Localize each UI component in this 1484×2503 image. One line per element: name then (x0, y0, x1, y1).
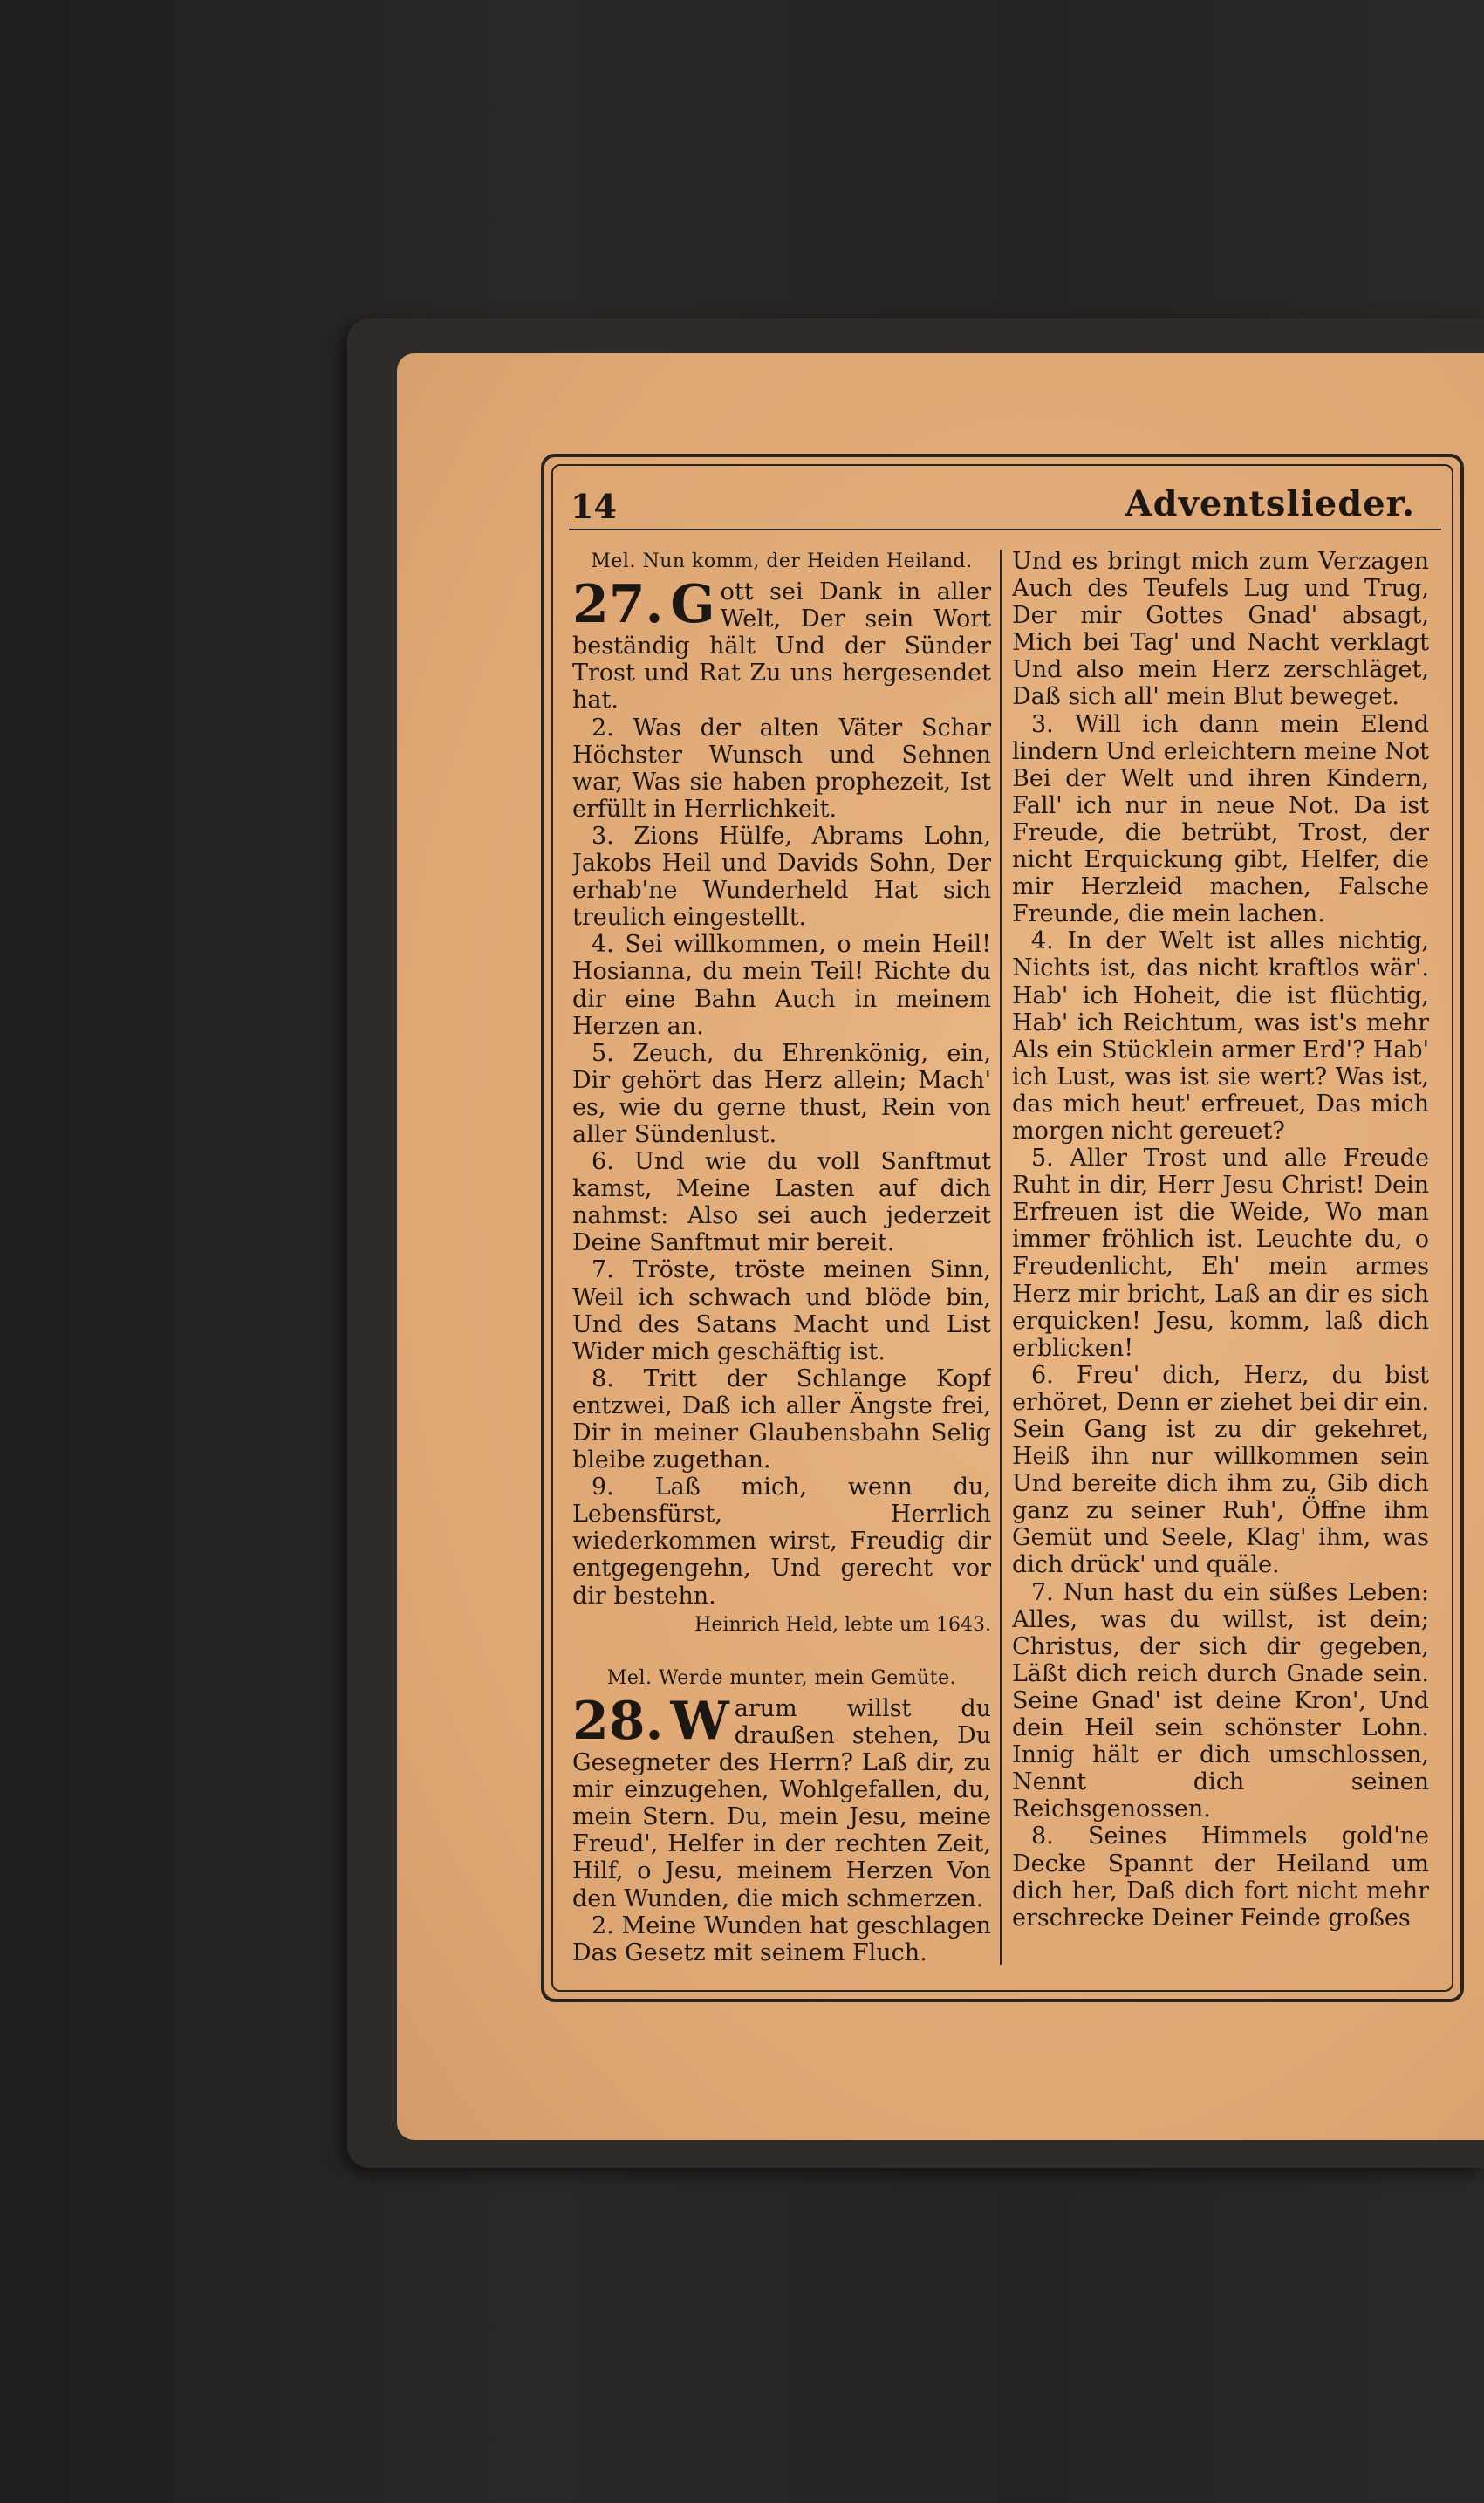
hymn-28-verse-5: 5. Aller Trost und alle Freude Ruht in dir, Herr Jesu Christ! Dein Erfreuen ist die Weide, Wo man immer fröhlich ist. Leuchte du, o Freudenlicht, Eh' mein armes Herz mir bricht, Laß an dir es sich erquicken! Jesu, komm, laß dich erblicken! (1012, 1145, 1429, 1362)
hymn-28 (572, 1690, 991, 1912)
hymn-28-number: 28. (572, 1690, 664, 1752)
hymn-28-verse-4: 4. In der Welt ist alles nichtig, Nichts ist, das nicht kraftlos wär'. Hab' ich Hoheit, die ist flüchtig, Hab' ich Reichtum, was ist's mehr Als ein Stücklein armer Erd'? Hab' ich Lust, was ist sie wert? Was ist, das mich heut' erfreuet, Das mich morgen nicht gereuet? (1012, 927, 1429, 1145)
hymn-27-melody: Mel. Nun komm, der Heiden Heiland. (591, 551, 973, 572)
hymn-28-verse-3: 3. Will ich dann mein Elend lindern Und erleichtern meine Not Bei der Welt und ihren Kindern, Fall' ich nur in neue Not. Da ist Freude, die betrübt, Trost, der nicht Erquickung gibt, Helfer, die mir Herzleid machen, Falsche Freunde, die mein lachen. (1012, 710, 1429, 928)
hymn-27-verse-2: 2. Was der alten Väter Schar Höchster Wunsch und Sehnen war, Was sie haben prophezeit, Ist erfüllt in Herrlichkeit. (572, 714, 991, 823)
hymn-28-melody: Mel. Werde munter, mein Gemüte. (606, 1666, 957, 1689)
hymn-28-initial: W (670, 1690, 729, 1752)
hymn-27 (572, 574, 991, 715)
right-column (1012, 548, 1429, 1970)
page-header (569, 476, 1441, 530)
hymn-27-number: 27. (572, 574, 664, 636)
hymn-28-verse-2-continued: Und es bringt mich zum Verzagen Auch des Teufels Lug und Trug, Der mir Gottes Gnad' absagt, Mich bei Tag' und Nacht verklagt Und also mein Herz zerschläget, Daß sich all' mein Blut beweget. (1012, 548, 1429, 711)
column-divider (1000, 550, 1002, 1965)
page-number: 14 (571, 487, 617, 526)
hymn-28-verse-2-start: 2. Meine Wunden hat geschlagen Das Gesetz mit seinem Fluch. (572, 1911, 991, 1966)
hymn-27-verse-5: 5. Zeuch, du Ehrenkönig, ein, Dir gehört das Herz allein; Mach' es, wie du gerne thust, Rein von aller Sündenlust. (572, 1039, 991, 1148)
hymn-27-verse-1: ott sei Dank in aller Welt, Der sein Wort beständig hält Und der Sünder Trost und Rat Zu uns hergesendet hat. (572, 578, 991, 715)
hymn-27-initial: G (670, 574, 715, 636)
hymn-27-verse-8: 8. Tritt der Schlange Kopf entzwei, Daß ich aller Ängste frei, Dir in meiner Glaubensbahn Selig bleibe zugethan. (572, 1364, 991, 1474)
hymn-27-verse-7: 7. Tröste, tröste meinen Sinn, Weil ich schwach und blöde bin, Und des Satans Macht und List Wider mich geschäftig ist. (572, 1256, 991, 1365)
hymn-27-verse-3: 3. Zions Hülfe, Abrams Lohn, Jakobs Heil und Davids Sohn, Der erhab'ne Wunderheld Hat sich treulich eingestellt. (572, 822, 991, 932)
hymn-28-verse-7: 7. Nun hast du ein süßes Leben: Alles, was du willst, ist dein; Christus, der sich dir gegeben, Läßt dich reich durch Gnade sein. Seine Gnad' ist deine Kron', Und dein Heil sein schönster Lohn. Innig hält er dich umschlossen, Nennt dich seinen Reichsgenossen. (1012, 1578, 1429, 1823)
hymn-27-verse-6: 6. Und wie du voll Sanftmut kamst, Meine Lasten auf dich nahmst: Also sei auch jederzeit Deine Sanftmut mir bereit. (572, 1148, 991, 1257)
left-column (572, 548, 991, 1970)
hymn-28-verse-1: arum willst du draußen stehen, Du Gesegneter des Herrn? Laß dir, zu mir einzugehen, Wohlgefallen, du, mein Stern. Du, mein Jesu, meine Freud', Helfer in der rechten Zeit, Hilf, o Jesu, meinem Herzen Von den Wunden, die mich schmerzen. (572, 1694, 991, 1912)
hymn-28-verse-8: 8. Seines Himmels gold'ne Decke Spannt der Heiland um dich her, Daß dich fort nicht mehr erschrecke Deiner Feinde großes (1012, 1823, 1429, 1932)
hymn-27-verse-4: 4. Sei willkommen, o mein Heil! Hosianna, du mein Teil! Richte du dir eine Bahn Auch in meinem Herzen an. (572, 931, 991, 1040)
hymn-27-author: Heinrich Held, lebte um 1643. (694, 1613, 991, 1636)
hymn-27-verse-9: 9. Laß mich, wenn du, Lebensfürst, Herrlich wiederkommen wirst, Freudig dir entgegengehn, Und gerecht vor dir bestehn. (572, 1474, 991, 1610)
running-title: Adventslieder. (1125, 483, 1415, 524)
hymn-28-verse-6: 6. Freu' dich, Herz, du bist erhöret, Denn er ziehet bei dir ein. Sein Gang ist zu dir gekehret, Heiß ihn nur willkommen sein Und bereite dich ihm zu, Gib dich ganz zu seiner Ruh', Öffne ihm Gemüt und Seele, Klag' ihm, was dich drück' und quäle. (1012, 1361, 1429, 1579)
